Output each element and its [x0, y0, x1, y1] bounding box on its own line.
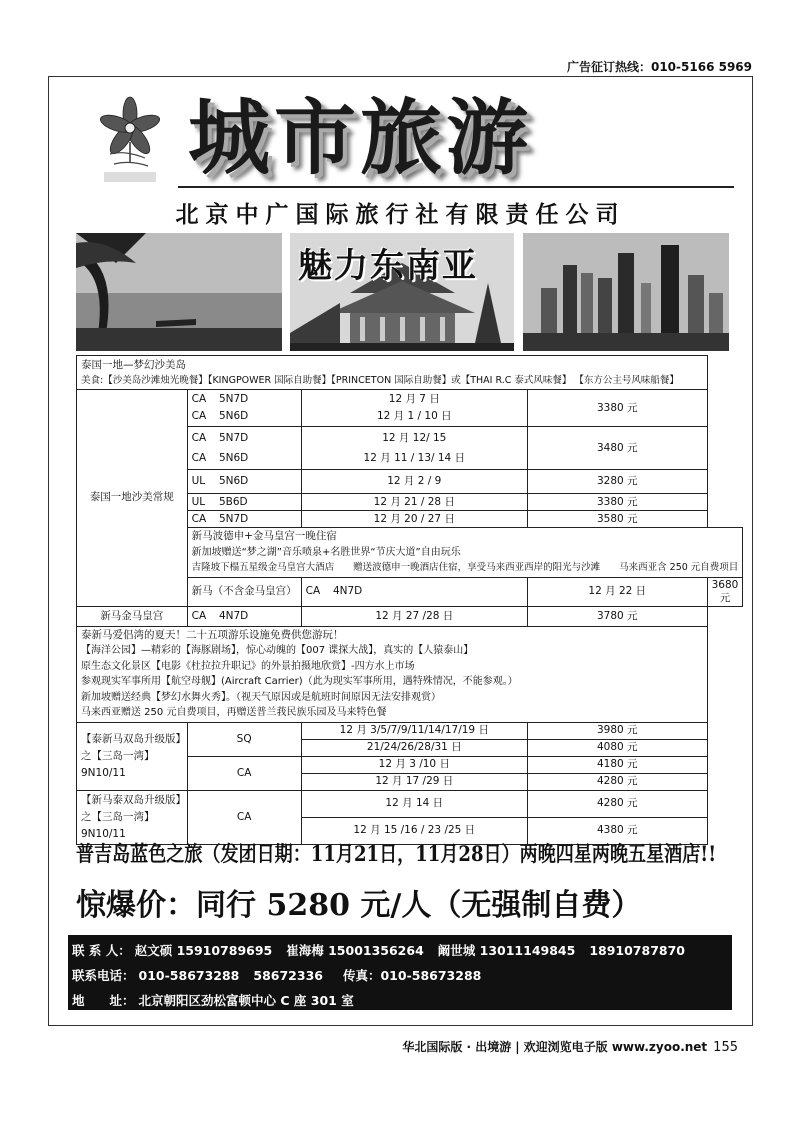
- date-cell: 12 月 3 /10 日: [301, 756, 527, 773]
- page-number: 155: [713, 1040, 738, 1055]
- date-cell: 12 月 22 日: [527, 577, 707, 606]
- section2-title: 新马波德申+金马皇宫一晚住宿: [191, 530, 337, 542]
- price-cell: 4280 元: [527, 773, 707, 790]
- skyline-photo: [523, 233, 729, 351]
- airline-cell: CA 5N7D: [187, 511, 301, 528]
- company-name: 北京中广国际旅行社有限责任公司: [175, 202, 626, 228]
- date-cell: 12 月 27 /28 日: [301, 606, 527, 626]
- date-cell: 12 月 21 / 28 日: [301, 494, 527, 511]
- price-cell: 4080 元: [527, 739, 707, 756]
- promo-headline: 普吉岛蓝色之旅（发团日期：11月21日，11月28日）两晚四星两晚五星酒店!!: [76, 841, 717, 866]
- section2-line2: 吉隆坡下榻五星级金马皇宫大酒店 赠送波德申一晚酒店住宿，享受马来西亚西岸的阳光与沙滩 马来西亚含 250 元自费项目: [191, 562, 739, 573]
- contact-person: 赵文硕 15910789695: [134, 943, 273, 958]
- section2-header: [187, 528, 743, 578]
- contact-person: 阚世城 13011149845: [437, 943, 576, 958]
- section3-line: 原生态文化景区【电影《杜拉拉升职记》的外景拍摄地欣赏】-四方水上市场: [81, 660, 415, 672]
- airline-cell: CA 4N7D: [187, 606, 301, 626]
- date-cell: 12 月 2 / 9: [301, 470, 527, 494]
- airline-cell: CA: [187, 790, 301, 844]
- date-cell: 12 月 17 /29 日: [301, 773, 527, 790]
- airline-cell: CA: [187, 756, 301, 790]
- table-row: [77, 722, 743, 739]
- date-cell: 12 月 7 日 12 月 1 / 10 日: [301, 390, 527, 427]
- route-name: 泰国一地沙美常规: [77, 390, 188, 607]
- office-address: 北京朝阳区劲松富顿中心 C 座 301 室: [138, 993, 354, 1008]
- airline-cell: CA 4N7D: [301, 577, 527, 606]
- promo-price: 惊爆价：同行 5280 元/人（无强制自费）: [76, 888, 642, 923]
- masthead-title: 城市旅游: [188, 90, 533, 186]
- price-cell: 3280 元: [527, 470, 707, 494]
- contact-box: [68, 935, 732, 1010]
- banner-title: 魅力东南亚: [298, 246, 478, 286]
- price-cell: 3380 元: [527, 494, 707, 511]
- section1-header: [77, 356, 708, 390]
- section3-line: 马来西亚赠送 250 元自费项目，再赠送普兰莪民族乐园及马来特色餐: [81, 707, 387, 718]
- price-cell: 3480 元: [527, 427, 707, 470]
- route-name: 新马（不含金马皇宫）: [187, 577, 301, 606]
- airline-cell: CA 5N7D CA 5N6D: [187, 390, 301, 427]
- table-row: [77, 606, 743, 626]
- website-label[interactable]: 欢迎浏览电子版 www.zyoo.net: [523, 1040, 708, 1054]
- section3-line: 新加坡赠送经典【梦幻水舞火秀】。（视天气原因或是航班时间原因无法安排观赏）: [81, 691, 441, 703]
- section3-line: 【海洋公园】—精彩的【海豚剧场】，惊心动魄的【007 谍探大战】，真实的【人猿泰山】: [81, 645, 474, 656]
- ad-hotline: 广告征订热线：010-5166 5969: [566, 60, 752, 74]
- airline-cell: CA 5N7D CA 5N6D: [187, 427, 301, 470]
- price-cell: 3780 元: [527, 606, 707, 626]
- route-name: 【新马泰双岛升级版】之【三岛一湾】9N10/11: [77, 790, 188, 844]
- date-cell: 12 月 14 日: [301, 790, 527, 817]
- price-cell: 4280 元: [527, 790, 707, 817]
- contact-person: 崔海梅 15001356264: [286, 943, 424, 958]
- price-cell: 3580 元: [527, 511, 707, 528]
- airline-cell: SQ: [187, 722, 301, 756]
- section3-line: 参观现实军事所用【航空母舰】(Aircraft Carrier)（此为现实军事所用，遇特殊情况，不能参观。）: [81, 676, 518, 687]
- section2-line1: 新加坡赠送“梦之湖”音乐喷泉+名胜世界“节庆大道”自由玩乐: [191, 546, 461, 558]
- route-name: 新马金马皇宫: [77, 606, 188, 626]
- table-row: [77, 390, 743, 427]
- section1-title: 泰国一地—梦幻沙美岛: [81, 358, 186, 371]
- edition-label: 华北国际版 · 出境游: [402, 1040, 512, 1054]
- price-cell: 3680 元: [707, 577, 743, 606]
- page-footer: 华北国际版 · 出境游 | 欢迎浏览电子版 www.zyoo.net 155: [402, 1040, 738, 1055]
- contact-people-row: 联 系 人： 赵文硕 15910789695 崔海梅 15001356264 阚世城 13011149845 18910787870: [72, 943, 685, 958]
- section3-line: 泰新马爱侣湾的夏天！二十五项游乐设施免费供您游玩！: [81, 628, 344, 641]
- flower-logo-icon: [90, 92, 170, 187]
- date-cell: 12 月 12/ 15 12 月 11 / 13/ 14 日: [301, 427, 527, 470]
- price-cell: 4380 元: [527, 817, 707, 844]
- table-row: [77, 790, 743, 817]
- date-cell: 12 月 15 /16 / 23 /25 日: [301, 817, 527, 844]
- date-cell: 12 月 20 / 27 日: [301, 511, 527, 528]
- office-phone: 58672336: [253, 968, 323, 983]
- price-cell: 4180 元: [527, 756, 707, 773]
- contact-phone-row: 联系电话： 010-58673288 58672336 传真：010-58673288: [72, 968, 482, 983]
- tour-price-table: [76, 355, 743, 845]
- date-cell: 21/24/26/28/31 日: [301, 739, 527, 756]
- fax-number: 传真：010-58673288: [342, 968, 482, 983]
- office-phone: 010-58673288: [138, 968, 240, 983]
- airline-cell: UL 5N6D: [187, 470, 301, 494]
- price-cell: 3980 元: [527, 722, 707, 739]
- date-cell: 12 月 3/5/7/9/11/14/17/19 日: [301, 722, 527, 739]
- beach-photo: [76, 233, 282, 351]
- price-cell: 3380 元: [527, 390, 707, 427]
- airline-cell: UL 5B6D: [187, 494, 301, 511]
- route-name: 【泰新马双岛升级版】之【三岛一湾】9N10/11: [77, 722, 188, 790]
- section1-meals: 美食:【沙美岛沙滩烛光晚餐】【KINGPOWER 国际自助餐】【PRINCETON 国际自助餐】或【THAI R.C 泰式风味餐】 【东方公主号风味船餐】: [81, 374, 679, 386]
- contact-address-row: 地 址： 北京朝阳区劲松富顿中心 C 座 301 室: [72, 993, 354, 1008]
- masthead-rule: [178, 186, 734, 188]
- contact-phone: 18910787870: [589, 943, 685, 958]
- section3-header: [77, 626, 708, 722]
